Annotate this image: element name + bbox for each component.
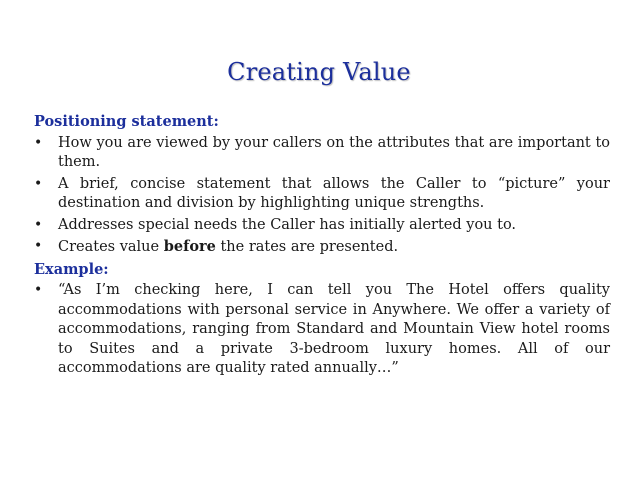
bullet-icon: • xyxy=(34,175,43,192)
section-heading-example: Example: xyxy=(34,260,109,278)
bullet-item xyxy=(34,216,610,236)
bullet-icon: • xyxy=(34,216,43,233)
bullet-item xyxy=(34,237,610,258)
bullet-text: Addresses special needs the Caller has initially alerted you to. xyxy=(58,216,517,233)
bullet-text: “As I’m checking here, I can tell you The Hotel offers quality accommodations with personal service in Anywhere. We offer a variety of accommodations, ranging from Standard and Mountain View hotel rooms to Suites and a private 3-bedroom luxury homes. All of our accommodations are quality rated annually…” xyxy=(58,282,610,376)
bullet-item xyxy=(34,134,610,173)
bullet-icon: • xyxy=(34,238,43,254)
bullet-item xyxy=(34,175,610,214)
bullet-text-post: the rates are presented. xyxy=(215,239,399,255)
slide-title: Creating Value xyxy=(227,58,411,86)
slide-body xyxy=(34,112,610,381)
bullet-text-bold: before xyxy=(163,238,216,255)
positioning-bullet-list xyxy=(34,134,610,258)
example-bullet-list xyxy=(34,281,610,379)
bullet-icon: • xyxy=(34,134,43,151)
bullet-icon: • xyxy=(34,282,43,298)
section-heading-positioning: Positioning statement: xyxy=(34,113,219,130)
bullet-text: A brief, concise statement that allows the Caller to “picture” your destination and division by highlighting unique strengths. xyxy=(58,175,610,211)
bullet-text-pre: Creates value xyxy=(58,239,164,255)
bullet-text: How you are viewed by your callers on the attributes that are important to them. xyxy=(58,134,610,170)
bullet-item xyxy=(34,281,610,379)
